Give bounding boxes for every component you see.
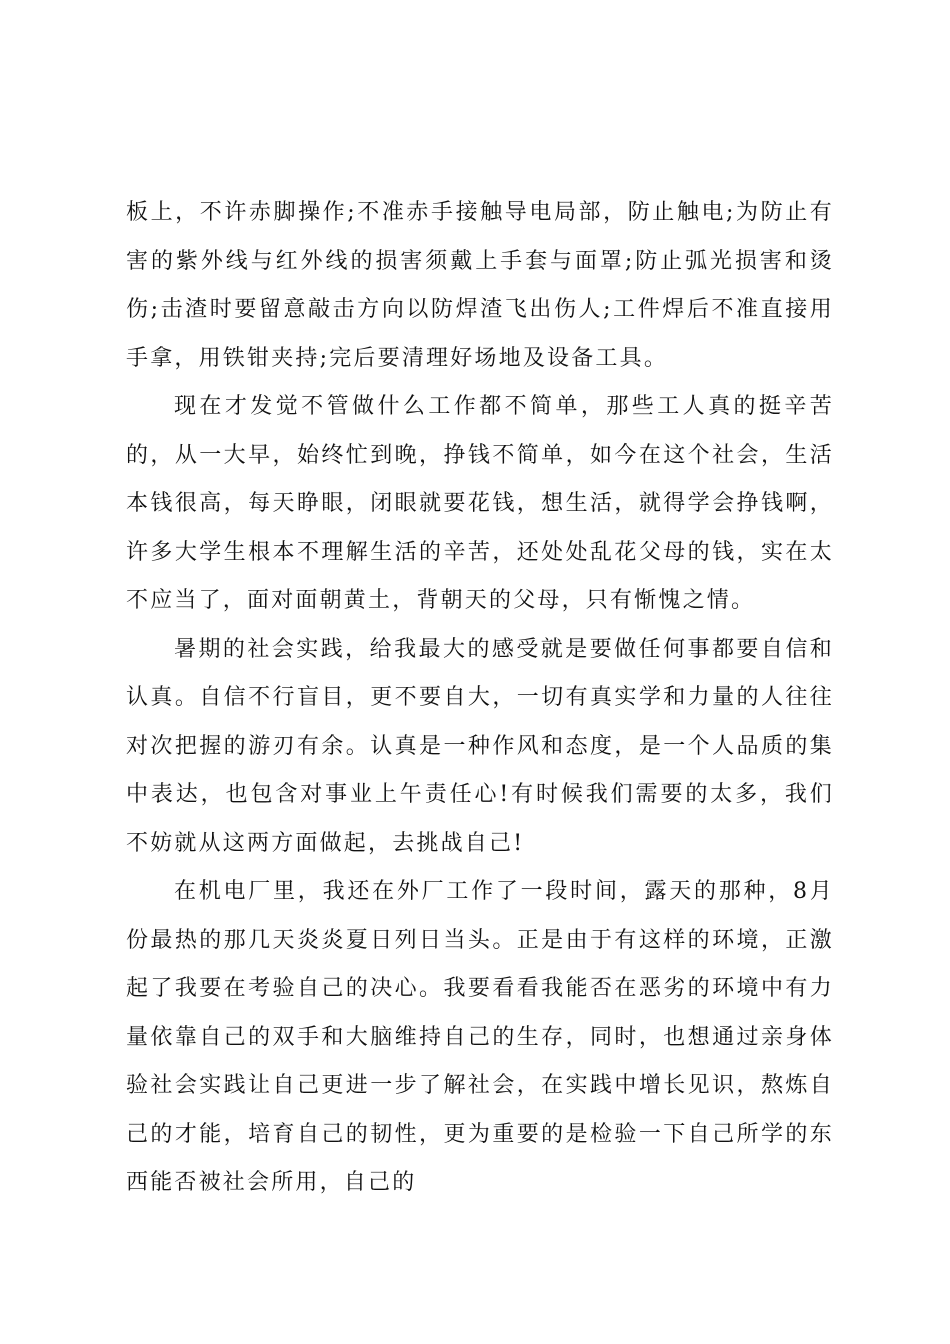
paragraph: 在机电厂里，我还在外厂工作了一段时间，露天的那种，8月份最热的那几天炎炎夏日列日当头。正是由于有这样的环境，正激起了我要在考验自己的决心。我要看看我能否在恶劣的环境中有力量依靠自己的双手和大脑维持自己的生存，同时，也想通过亲身体验社会实践让自己更进一步了解社会，在实践中增长见识，熬炼自己的才能，培育自己的韧性，更为重要的是检验一下自己所学的东西能否被社会所用，自己的 <box>126 879 834 1195</box>
document-body <box>126 189 834 1208</box>
paragraph: 暑期的社会实践，给我最大的感受就是要做任何事都要自信和认真。自信不行盲目，更不要自大，一切有真实学和力量的人往往对次把握的游刃有余。认真是一种作风和态度，是一个人品质的集中表达，也包含对事业上午责任心!有时候我们需要的太多，我们不妨就从这两方面做起，去挑战自己! <box>126 636 834 856</box>
paragraph-continuation: 板上，不许赤脚操作;不准赤手接触导电局部，防止触电;为防止有害的紫外线与红外线的损害须戴上手套与面罩;防止弧光损害和烫伤;击渣时要留意敲击方向以防焊渣飞出伤人;工件焊后不准直接用手拿，用铁钳夹持;完后要清理好场地及设备工具。 <box>126 200 834 371</box>
paragraph: 现在才发觉不管做什么工作都不简单，那些工人真的挺辛苦的，从一大早，始终忙到晚，挣钱不简单，如今在这个社会，生活本钱很高，每天睁眼，闭眼就要花钱，想生活，就得学会挣钱啊，许多大学生根本不理解生活的辛苦，还处处乱花父母的钱，实在太不应当了，面对面朝黄土，背朝天的父母，只有惭愧之情。 <box>126 394 834 613</box>
